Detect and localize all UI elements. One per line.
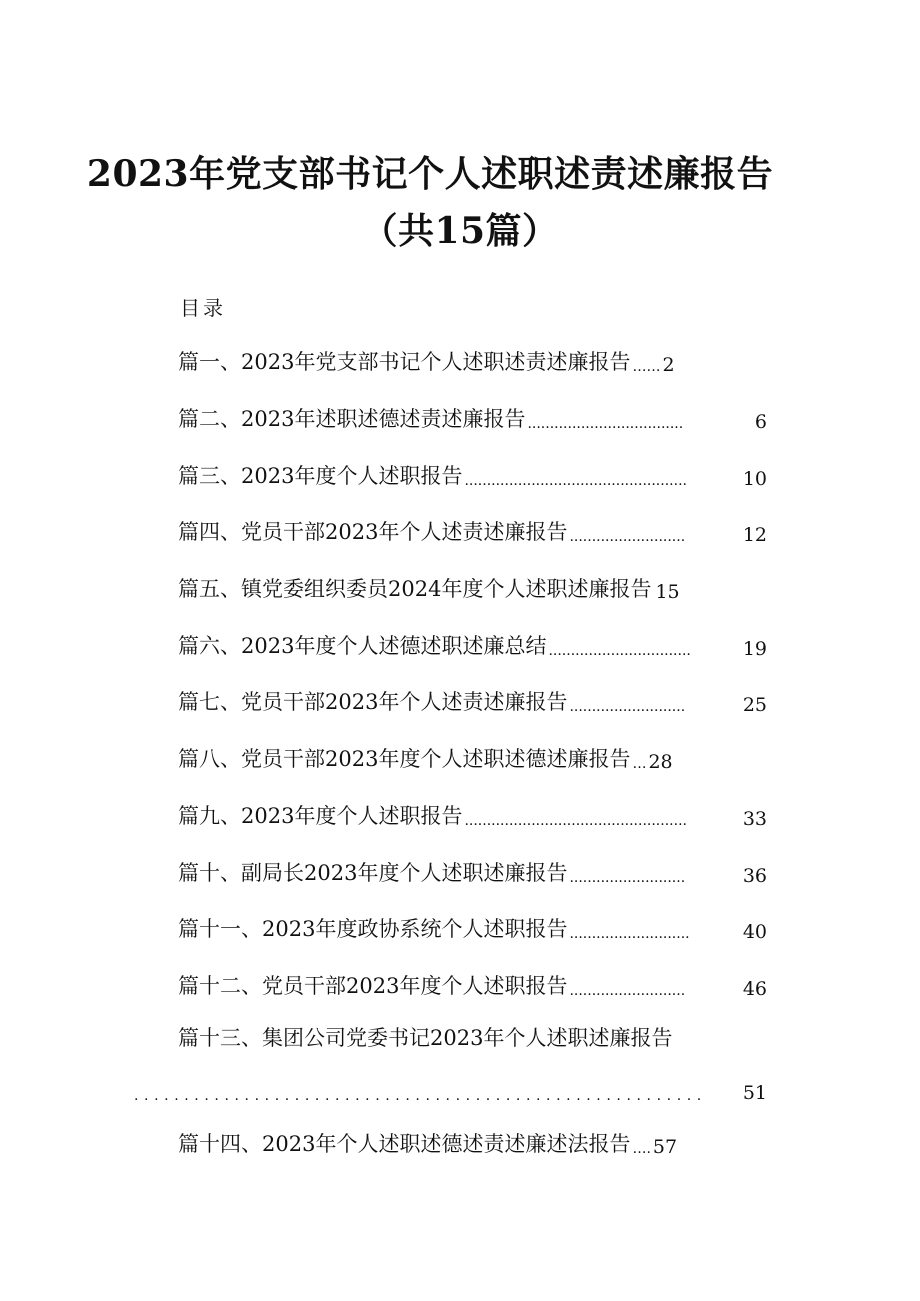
toc-entry-title: 篇十、副局长2023年度个人述职述廉报告 bbox=[178, 861, 568, 885]
toc-entry-leader: … bbox=[632, 756, 647, 772]
toc-entry-leader: .......................... bbox=[569, 983, 686, 999]
toc-entry[interactable] bbox=[178, 344, 767, 376]
toc-entry-title: 篇三、2023年度个人述职报告 bbox=[178, 464, 463, 488]
toc-entry[interactable] bbox=[178, 911, 767, 943]
toc-entry[interactable] bbox=[178, 1126, 767, 1158]
toc-entry-continuation[interactable] bbox=[134, 1074, 767, 1104]
toc-heading: 目录 bbox=[180, 296, 226, 320]
toc-entry-title: 篇二、2023年述职述德述责述廉报告 bbox=[178, 407, 526, 431]
toc-entry-leader: .................................................. bbox=[464, 473, 687, 489]
toc-entry-leader: …. bbox=[632, 1141, 651, 1157]
toc-entry[interactable] bbox=[178, 628, 767, 660]
document-subtitle: （共15篇） bbox=[361, 210, 559, 252]
toc-entry-leader: .......................... bbox=[569, 870, 686, 886]
toc-entry-title: 篇六、2023年度个人述德述职述廉总结 bbox=[178, 634, 547, 658]
toc-entry[interactable] bbox=[178, 458, 767, 490]
toc-entry-page: 36 bbox=[742, 865, 767, 887]
toc-entry[interactable] bbox=[178, 741, 767, 773]
toc-entry[interactable] bbox=[178, 968, 767, 1000]
toc-entry-page: 46 bbox=[742, 978, 767, 1000]
toc-entry-page: 33 bbox=[742, 808, 767, 830]
toc-entry-page: 6 bbox=[754, 411, 767, 433]
toc-entry-page: 15 bbox=[655, 581, 680, 603]
document-title: 2023年党支部书记个人述职述责述廉报告 bbox=[86, 153, 774, 195]
toc-entry[interactable] bbox=[178, 401, 767, 433]
toc-entry-leader: .......................... bbox=[569, 699, 686, 715]
toc-entry-page: 10 bbox=[742, 468, 767, 490]
toc-entry-title[interactable]: 篇十三、集团公司党委书记2023年个人述职述廉报告 bbox=[178, 1026, 673, 1050]
toc-entry-leader: ......................................................... bbox=[134, 1088, 707, 1104]
toc-entry-page: 28 bbox=[648, 751, 673, 773]
toc-entry[interactable] bbox=[178, 855, 767, 887]
toc-entry-leader: ................................ bbox=[548, 643, 691, 659]
toc-entry[interactable] bbox=[178, 514, 767, 546]
toc-entry[interactable] bbox=[178, 684, 767, 716]
toc-entry[interactable] bbox=[178, 571, 767, 603]
toc-entry-leader: ........................... bbox=[569, 926, 690, 942]
toc-entry-title: 篇八、党员干部2023年度个人述职述德述廉报告 bbox=[178, 747, 631, 771]
toc-entry-title: 篇十四、2023年个人述职述德述责述廉述法报告 bbox=[178, 1132, 631, 1156]
toc-entry[interactable] bbox=[178, 798, 767, 830]
toc-entry-page: 2 bbox=[662, 354, 675, 376]
toc-entry-leader: .......................... bbox=[569, 529, 686, 545]
toc-entry-page: 51 bbox=[742, 1082, 767, 1104]
toc-entry-leader: ................................... bbox=[527, 416, 684, 432]
toc-entry-page: 25 bbox=[742, 694, 767, 716]
toc-entry-title: 篇九、2023年度个人述职报告 bbox=[178, 804, 463, 828]
toc-entry-page: 57 bbox=[652, 1136, 678, 1158]
toc-entry-title: 篇四、党员干部2023年个人述责述廉报告 bbox=[178, 520, 568, 544]
toc-entry-title: 篇五、镇党委组织委员2024年度个人述职述廉报告 bbox=[178, 577, 652, 601]
toc-entry-title: 篇七、党员干部2023年个人述责述廉报告 bbox=[178, 690, 568, 714]
toc-entry-page: 12 bbox=[742, 524, 767, 546]
toc-entry-page: 40 bbox=[742, 921, 767, 943]
toc-entry-title: 篇一、2023年党支部书记个人述职述责述廉报告 bbox=[178, 350, 631, 374]
toc-entry-leader: …… bbox=[632, 359, 661, 375]
toc-entry-page: 19 bbox=[742, 638, 767, 660]
toc-entry-title: 篇十二、党员干部2023年度个人述职报告 bbox=[178, 974, 568, 998]
toc-entry-leader: .................................................. bbox=[464, 813, 687, 829]
toc-entry-title: 篇十一、2023年度政协系统个人述职报告 bbox=[178, 917, 568, 941]
